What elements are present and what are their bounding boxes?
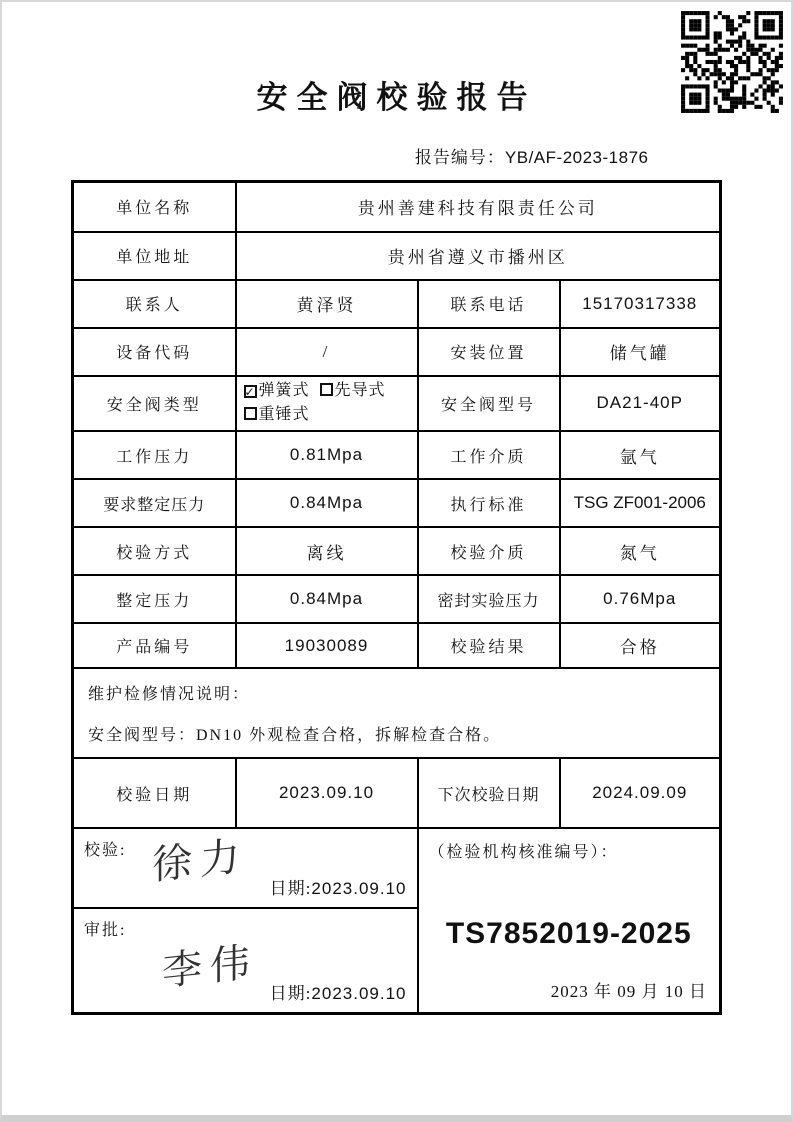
next-calibration-date-label: 下次校验日期 (418, 758, 560, 828)
maintenance-note-text: 安全阀型号：DN10 外观检查合格，拆解检查合格。 (88, 727, 502, 745)
unit-address-value: 贵州省遵义市播州区 (236, 232, 721, 280)
row-calibrator-signature (73, 828, 721, 908)
option-pilot: 先导式 (320, 382, 386, 399)
option-spring: ✓弹簧式 (244, 382, 310, 399)
set-pressure-label: 整定压力 (73, 575, 236, 623)
row-equipment (73, 328, 721, 376)
product-no-label: 产品编号 (73, 623, 236, 668)
row-working-pressure (73, 431, 721, 479)
working-medium-value: 氩气 (560, 431, 721, 479)
valve-type-options (236, 376, 418, 432)
standard-label: 执行标准 (418, 479, 560, 527)
row-contact (73, 280, 721, 328)
org-approval-label: （检验机构核准编号）： (428, 844, 619, 862)
org-issue-date: 2023 年 09 月 10 日 (550, 981, 707, 1001)
valve-model-value: DA21-40P (560, 376, 721, 432)
qr-code-icon (679, 9, 785, 115)
working-medium-label: 工作介质 (418, 431, 560, 479)
calibrator-signature: 徐力 (152, 832, 248, 890)
checkbox-spring-icon (244, 385, 257, 398)
install-location-label: 安装位置 (418, 328, 560, 376)
approver-date: 日期:2023.09.10 (269, 983, 407, 1003)
standard-value: TSG ZF001-2006 (560, 479, 721, 527)
contact-phone-value: 15170317338 (560, 280, 721, 328)
contact-value: 黄泽贤 (236, 280, 418, 328)
calibration-method-label: 校验方式 (73, 527, 236, 575)
working-pressure-label: 工作压力 (73, 431, 236, 479)
checkbox-weight-icon (244, 407, 257, 420)
report-form-table (71, 180, 722, 1015)
row-unit-address (73, 232, 721, 280)
seal-test-pressure-label: 密封实验压力 (418, 575, 560, 623)
org-approval-cell (418, 828, 721, 1013)
checkbox-pilot-icon (320, 383, 333, 396)
required-set-pressure-label: 要求整定压力 (73, 479, 236, 527)
option-weight: 重锤式 (244, 406, 310, 423)
seal-test-pressure-value: 0.76Mpa (560, 575, 721, 623)
unit-name-label: 单位名称 (73, 182, 236, 232)
page-title: 安全阀校验报告 (256, 80, 537, 115)
contact-phone-label: 联系电话 (418, 280, 560, 328)
next-calibration-date-value: 2024.09.09 (560, 758, 721, 828)
calibration-result-value: 合格 (560, 623, 721, 668)
report-number-label: 报告编号： (414, 148, 505, 167)
row-unit-name (73, 182, 721, 232)
contact-label: 联系人 (73, 280, 236, 328)
product-no-value: 19030089 (236, 623, 418, 668)
working-pressure-value: 0.81Mpa (236, 431, 418, 479)
row-calibration-date (73, 758, 721, 828)
calibration-date-value: 2023.09.10 (236, 758, 418, 828)
maintenance-note-cell (73, 668, 721, 758)
calibrator-signature-cell (73, 828, 418, 908)
org-approval-number: TS7852019-2025 (445, 917, 692, 951)
calibrator-label: 校验: (84, 842, 127, 860)
equipment-code-value: / (236, 328, 418, 376)
report-number-line (73, 143, 721, 168)
calibrator-date: 日期:2023.09.10 (269, 879, 407, 899)
equipment-code-label: 设备代码 (73, 328, 236, 376)
report-number-value: YB/AF-2023-1876 (504, 148, 649, 167)
approver-signature: 李伟 (162, 938, 258, 996)
calibration-medium-value: 氮气 (560, 527, 721, 575)
row-required-set-pressure (73, 479, 721, 527)
maintenance-note-title: 维护检修情况说明： (88, 686, 251, 704)
row-valve-type (73, 376, 721, 432)
row-maintenance-note (73, 668, 721, 758)
install-location-value: 储气罐 (560, 328, 721, 376)
calibration-date-label: 校验日期 (73, 758, 236, 828)
approver-signature-cell (73, 908, 418, 1013)
calibration-method-value: 离线 (236, 527, 418, 575)
calibration-result-label: 校验结果 (418, 623, 560, 668)
required-set-pressure-value: 0.84Mpa (236, 479, 418, 527)
unit-address-label: 单位地址 (73, 232, 236, 280)
valve-model-label: 安全阀型号 (418, 376, 560, 432)
row-calibration-method (73, 527, 721, 575)
row-set-pressure (73, 575, 721, 623)
valve-type-label: 安全阀类型 (73, 376, 236, 432)
row-product-no (73, 623, 721, 668)
approver-label: 审批: (84, 922, 127, 940)
calibration-medium-label: 校验介质 (418, 527, 560, 575)
unit-name-value: 贵州善建科技有限责任公司 (236, 182, 721, 232)
set-pressure-value: 0.84Mpa (236, 575, 418, 623)
